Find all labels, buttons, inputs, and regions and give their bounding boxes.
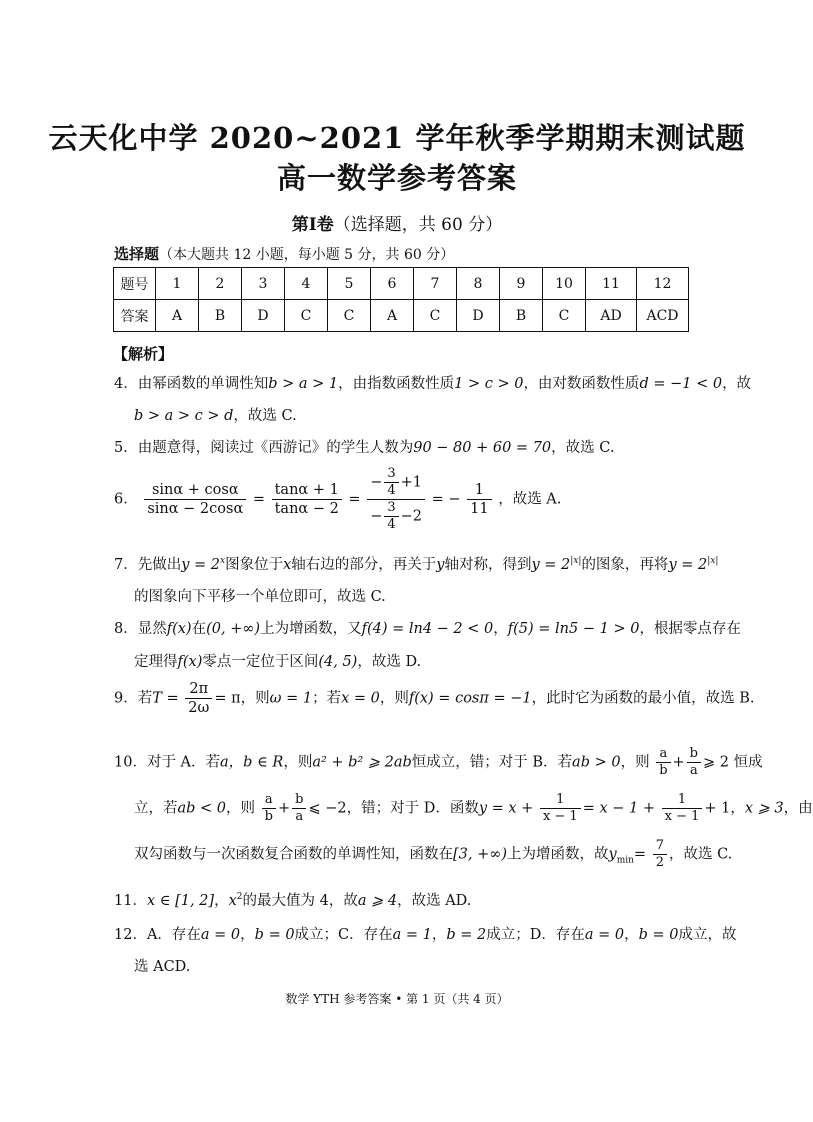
q4-text: ，故选 C. [233, 408, 297, 424]
selection-heading [114, 243, 454, 264]
question-number-cell: 3 [242, 268, 285, 300]
q5-math: 90 − 80 + 60 = 70 [413, 440, 552, 456]
q10-line-3: 双勾函数与一次函数复合函数的单调性知，函数在[3, +∞)上为增函数，故$y_{min}=$ $\frac{7}{2}$ ，故选 C. [134, 838, 733, 870]
question-number-cell: 8 [457, 268, 500, 300]
answer-cell: C [543, 300, 586, 332]
q11-line: 11．x ∈ [1, 2]，$x^2$的最大值为 4，故a ⩾ 4，故选 AD. [114, 892, 472, 909]
section-heading [0, 210, 794, 235]
selection-label: 选择题 [114, 245, 160, 263]
q9-line: 9．若T = $\frac{2\pi}{2\omega}$ = π，则ω = 1；若x = 0，则f(x) = cosπ = −1，此时它为函数的最小值，故选 B. [114, 681, 755, 716]
row-label-answer: 答案 [114, 300, 156, 332]
q4-text: ，由对数函数性质 [523, 376, 640, 392]
q6-line [114, 466, 561, 533]
q6-eq: = − [431, 491, 461, 508]
q6-number: 6． [114, 491, 138, 508]
q5-line [114, 436, 614, 457]
question-number-cell: 1 [156, 268, 199, 300]
title-line-1: 云天化中学 2020~2021 学年秋季学期期末测试题 [48, 121, 746, 155]
question-number-cell: 11 [586, 268, 637, 300]
q4-line-2 [134, 404, 297, 425]
answer-cell: C [285, 300, 328, 332]
q4-math: 1 > c > 0 [454, 376, 524, 392]
answer-cell: C [328, 300, 371, 332]
q10-line-2: 立，若ab < 0，则 $\frac{a}{b}$ + $\frac{b}{a}$ ⩽ −2，错；对于 D．函数y = x + $\frac{1}{x - 1}$ = x − 1 + $\frac{1}{x - 1}$ + 1，x ⩾ 3，由 [134, 792, 813, 824]
q6-fraction-4: $\frac{1}{11}$ [467, 481, 491, 518]
answer-cell: D [242, 300, 285, 332]
answer-table-row-numbers [114, 268, 689, 300]
title-line-2: 高一数学参考答案 [276, 161, 517, 195]
answer-cell: A [156, 300, 199, 332]
answer-cell: AD [586, 300, 637, 332]
q7-line-2: 的图象向下平移一个单位即可，故选 C. [134, 589, 386, 605]
q12-line-1: 12．A．存在a = 0，b = 0成立；C．存在a = 1，b = 2成立；D．存在a = 0，b = 0成立，故 [114, 927, 737, 943]
q12-line-2: 选 ACD. [134, 959, 191, 975]
q5-text: ，故选 C. [551, 440, 615, 456]
question-number-cell: 10 [543, 268, 586, 300]
answer-cell: ACD [637, 300, 689, 332]
q8-line-2: 定理得f(x)零点一定位于区间(4, 5)，故选 D. [134, 654, 422, 670]
q4-text: ，由指数函数性质 [338, 376, 455, 392]
q4-math: b > a > 1 [268, 376, 339, 392]
q6-fraction-1: $\frac{\sin\alpha + \cos\alpha}{\sin\alpha - 2\cos\alpha}$ [144, 481, 246, 518]
q6-eq: = [252, 491, 265, 508]
row-label-number: 题号 [114, 268, 156, 300]
q5-text: 5．由题意得，阅读过《西游记》的学生人数为 [114, 440, 414, 456]
question-number-cell: 7 [414, 268, 457, 300]
question-number-cell: 9 [500, 268, 543, 300]
q6-fraction-3: − $\frac{3}{4}$ +1 − $\frac{3}{4}$ −2 [367, 466, 425, 533]
section-label: 第Ⅰ卷 [291, 215, 334, 235]
q6-fraction-2: $\frac{\tan\alpha + 1}{\tan\alpha - 2}$ [272, 481, 342, 518]
selection-note: （本大题共 12 小题，每小题 5 分，共 60 分） [159, 247, 455, 263]
q10-line-1: 10．对于 A．若a，b ∈ R，则a² + b² ⩾ 2ab恒成立，错；对于 B．若ab > 0，则 $\frac{a}{b}$ + $\frac{b}{a}$ ⩾ 2 恒成 [114, 746, 763, 778]
q4-text: ，故 [722, 376, 752, 392]
analysis-label: 【解析】 [113, 345, 174, 363]
q7-line-1: 7．先做出$y = 2^x$图象位于x轴右边的部分，再关于y轴对称，得到$y = 2^{|x|}$的图象，再将$y = 2^{|x|}$ [114, 556, 719, 573]
q6-text: ，故选 A. [498, 491, 562, 508]
question-number-cell: 2 [199, 268, 242, 300]
answer-cell: B [500, 300, 543, 332]
q4-text: 4．由幂函数的单调性知 [114, 376, 269, 392]
page-footer: 数学 YTH 参考答案 • 第 1 页（共 4 页） [285, 992, 509, 1006]
question-number-cell: 4 [285, 268, 328, 300]
answer-cell: A [371, 300, 414, 332]
question-number-cell: 5 [328, 268, 371, 300]
answer-cell: B [199, 300, 242, 332]
q4-line-1 [114, 372, 751, 393]
q9-fraction: $\frac{2\pi}{2\omega}$ [185, 680, 212, 717]
answer-cell: D [457, 300, 500, 332]
answer-table [113, 267, 689, 332]
answer-table-row-answers [114, 300, 689, 332]
section-note: （选择题，共 60 分） [333, 215, 503, 235]
q4-math: b > a > c > d [134, 408, 234, 424]
question-number-cell: 12 [637, 268, 689, 300]
answer-cell: C [414, 300, 457, 332]
question-number-cell: 6 [371, 268, 414, 300]
q8-line-1: 8．显然f(x)在(0, +∞)上为增函数，又f(4) = ln4 − 2 < 0，f(5) = ln5 − 1 > 0，根据零点存在 [114, 621, 741, 637]
q6-eq: = [348, 491, 361, 508]
q4-math: d = −1 < 0 [639, 376, 723, 392]
